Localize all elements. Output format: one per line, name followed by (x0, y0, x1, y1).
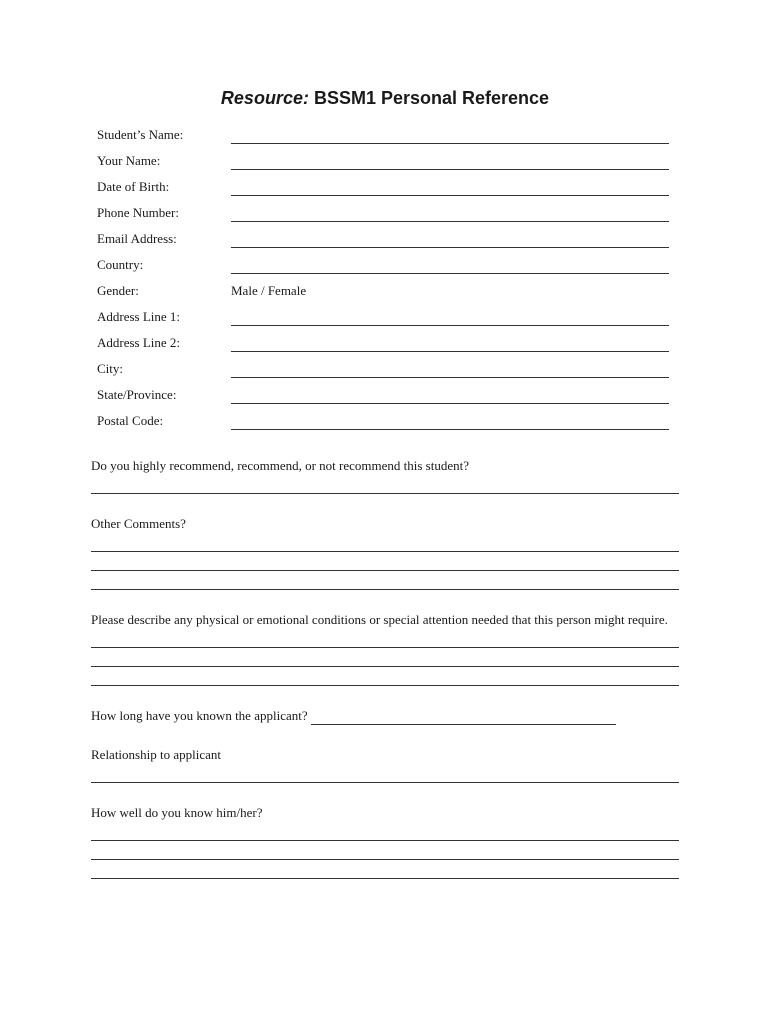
field-label: Your Name: (97, 153, 161, 168)
other-comments-answer-line-1[interactable] (91, 533, 679, 552)
field-country (97, 256, 669, 282)
field-state-province (97, 386, 669, 412)
known-how-long-answer-line[interactable] (311, 710, 616, 725)
question-text: Relationship to applicant (91, 747, 221, 762)
conditions-answer-line-2[interactable] (91, 648, 679, 667)
city-input[interactable] (231, 377, 669, 378)
field-label: Address Line 1: (97, 309, 181, 324)
field-students-name (97, 126, 669, 152)
field-city (97, 360, 669, 386)
field-label: Gender: (97, 283, 139, 298)
field-label: Phone Number: (97, 205, 179, 220)
field-postal-code (97, 412, 669, 438)
field-email-address (97, 230, 669, 256)
field-label: Country: (97, 257, 144, 272)
your-name-input[interactable] (231, 169, 669, 170)
phone-number-input[interactable] (231, 221, 669, 222)
field-date-of-birth (97, 178, 669, 204)
conditions-answer-line-3[interactable] (91, 667, 679, 686)
question-how-well (91, 803, 679, 879)
question-text: How well do you know him/her? (91, 805, 263, 820)
question-text: How long have you known the applicant? (91, 708, 308, 723)
question-other-comments (91, 514, 679, 590)
relationship-answer-line[interactable] (91, 764, 679, 783)
field-gender (97, 282, 669, 308)
question-known-how-long (91, 706, 679, 725)
conditions-answer-line-1[interactable] (91, 629, 679, 648)
question-text: Other Comments? (91, 516, 186, 531)
postal-code-input[interactable] (231, 429, 669, 430)
title-main: BSSM1 Personal Reference (313, 88, 550, 108)
field-phone-number (97, 204, 669, 230)
question-relationship (91, 745, 679, 783)
question-text: Please describe any physical or emotional conditions or special attention needed that this person might require. (91, 612, 668, 627)
other-comments-answer-line-2[interactable] (91, 552, 679, 571)
field-address-line-1 (97, 308, 669, 334)
field-label: Postal Code: (97, 413, 164, 428)
field-label: Address Line 2: (97, 335, 181, 350)
date-of-birth-input[interactable] (231, 195, 669, 196)
question-text: Do you highly recommend, recommend, or not recommend this student? (91, 458, 469, 473)
address-line-2-input[interactable] (231, 351, 669, 352)
title-prefix: Resource: (220, 88, 309, 108)
field-your-name (97, 152, 669, 178)
how-well-answer-line-3[interactable] (91, 860, 679, 879)
recommend-answer-line[interactable] (91, 475, 679, 494)
how-well-answer-line-1[interactable] (91, 822, 679, 841)
email-address-input[interactable] (231, 247, 669, 248)
other-comments-answer-line-3[interactable] (91, 571, 679, 590)
state-province-input[interactable] (231, 403, 669, 404)
field-label: Email Address: (97, 231, 177, 246)
personal-info-fields (97, 126, 669, 438)
students-name-input[interactable] (231, 143, 669, 144)
gender-options[interactable]: Male / Female (231, 283, 307, 298)
field-label: Date of Birth: (97, 179, 170, 194)
country-input[interactable] (231, 273, 669, 274)
question-conditions (91, 610, 679, 686)
field-label: Student’s Name: (97, 127, 184, 142)
reference-questions (91, 456, 679, 899)
question-recommend (91, 456, 679, 494)
page-title (0, 88, 770, 109)
address-line-1-input[interactable] (231, 325, 669, 326)
how-well-answer-line-2[interactable] (91, 841, 679, 860)
field-label: City: (97, 361, 124, 376)
field-address-line-2 (97, 334, 669, 360)
field-label: State/Province: (97, 387, 177, 402)
